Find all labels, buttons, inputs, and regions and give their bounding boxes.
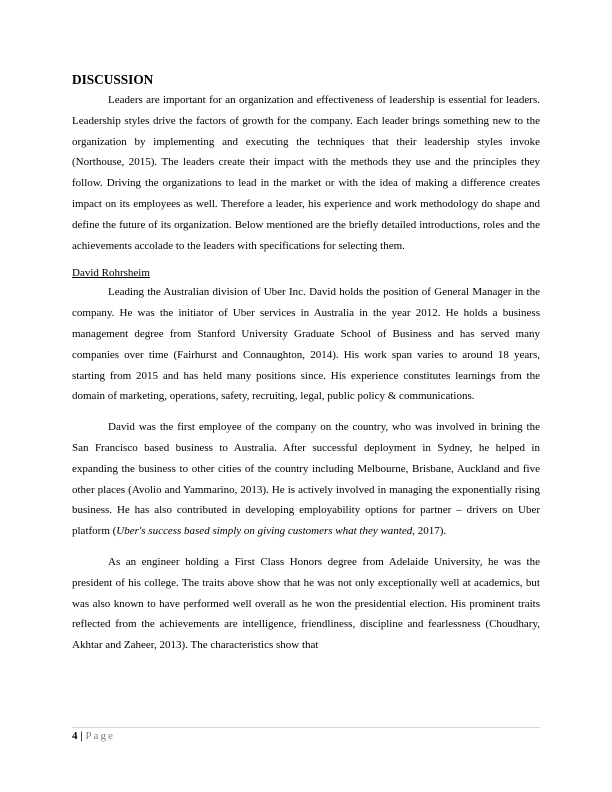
page-number: 4 [72,730,78,742]
page-footer [72,729,115,743]
paragraph-1: Leading the Australian division of Uber Inc. David holds the position of General Manager in the company. He was the initiator of Uber services in Australia in the year 2012. He holds a business management degree from Stanford University Graduate School of Business and has served many companies over time (Fairhurst and Connaughton, 2014). His work span varies to around 18 years, starting from 2015 and has held many positions since. His experience constitutes learnings from the domain of marketing, operations, safety, recruiting, legal, public policy & communications. [72,286,540,403]
citation-title: Uber's success based simply on giving customers what they wanted [116,525,413,538]
page-body [72,72,540,656]
paragraph-2-end: , 2017). [412,525,447,538]
footer-separator: | [77,730,86,742]
paragraph-2 [72,417,540,542]
footer-divider [72,727,540,728]
section-heading: DISCUSSION [72,72,154,87]
paragraph-2-text: David was the first employee of the company on the country, who was involved in brining the San Francisco based business to Australia. After successful deployment in Sydney, he helped in expanding the business to other cities of the country including Melbourne, Brisbane, Auckland and five other places (Avolio and Yammarino, 2013). He is actively involved in managing the exponentially rising business. He has also contributed in developing employability options for partner – drivers on Uber platform ( [72,421,540,538]
paragraph-3: As an engineer holding a First Class Honors degree from Adelaide University, he was the president of his college. The traits above show that he was not only exceptionally well at academics, but was also known to have performed well overall as he won the presidential election. His prominent traits reflected from the achievements are intelligence, friendliness, discipline and fearlessness (Choudhary, Akhtar and Zaheer, 2013). The characteristics show that [72,555,540,652]
subsection-title: David Rohrsheim [72,267,150,280]
intro-paragraph: Leaders are important for an organization and effectiveness of leadership is essential for leaders. Leadership styles drive the factors of growth for the company. Each leader brings something new to the organization by implementing and executing the techniques that their leadership styles invoke (Northouse, 2015). The leaders create their impact with the methods they use and the principles they follow. Driving the organizations to lead in the market or with the idea of making a difference creates impact on its employees as well. Therefore a leader, his experience and work methodology do shape and define the future of its organization. Below mentioned are the briefly detailed introductions, roles and the achievements accolade to the leaders with specifications for selecting them. [72,94,540,252]
page-label: Page [85,730,115,742]
